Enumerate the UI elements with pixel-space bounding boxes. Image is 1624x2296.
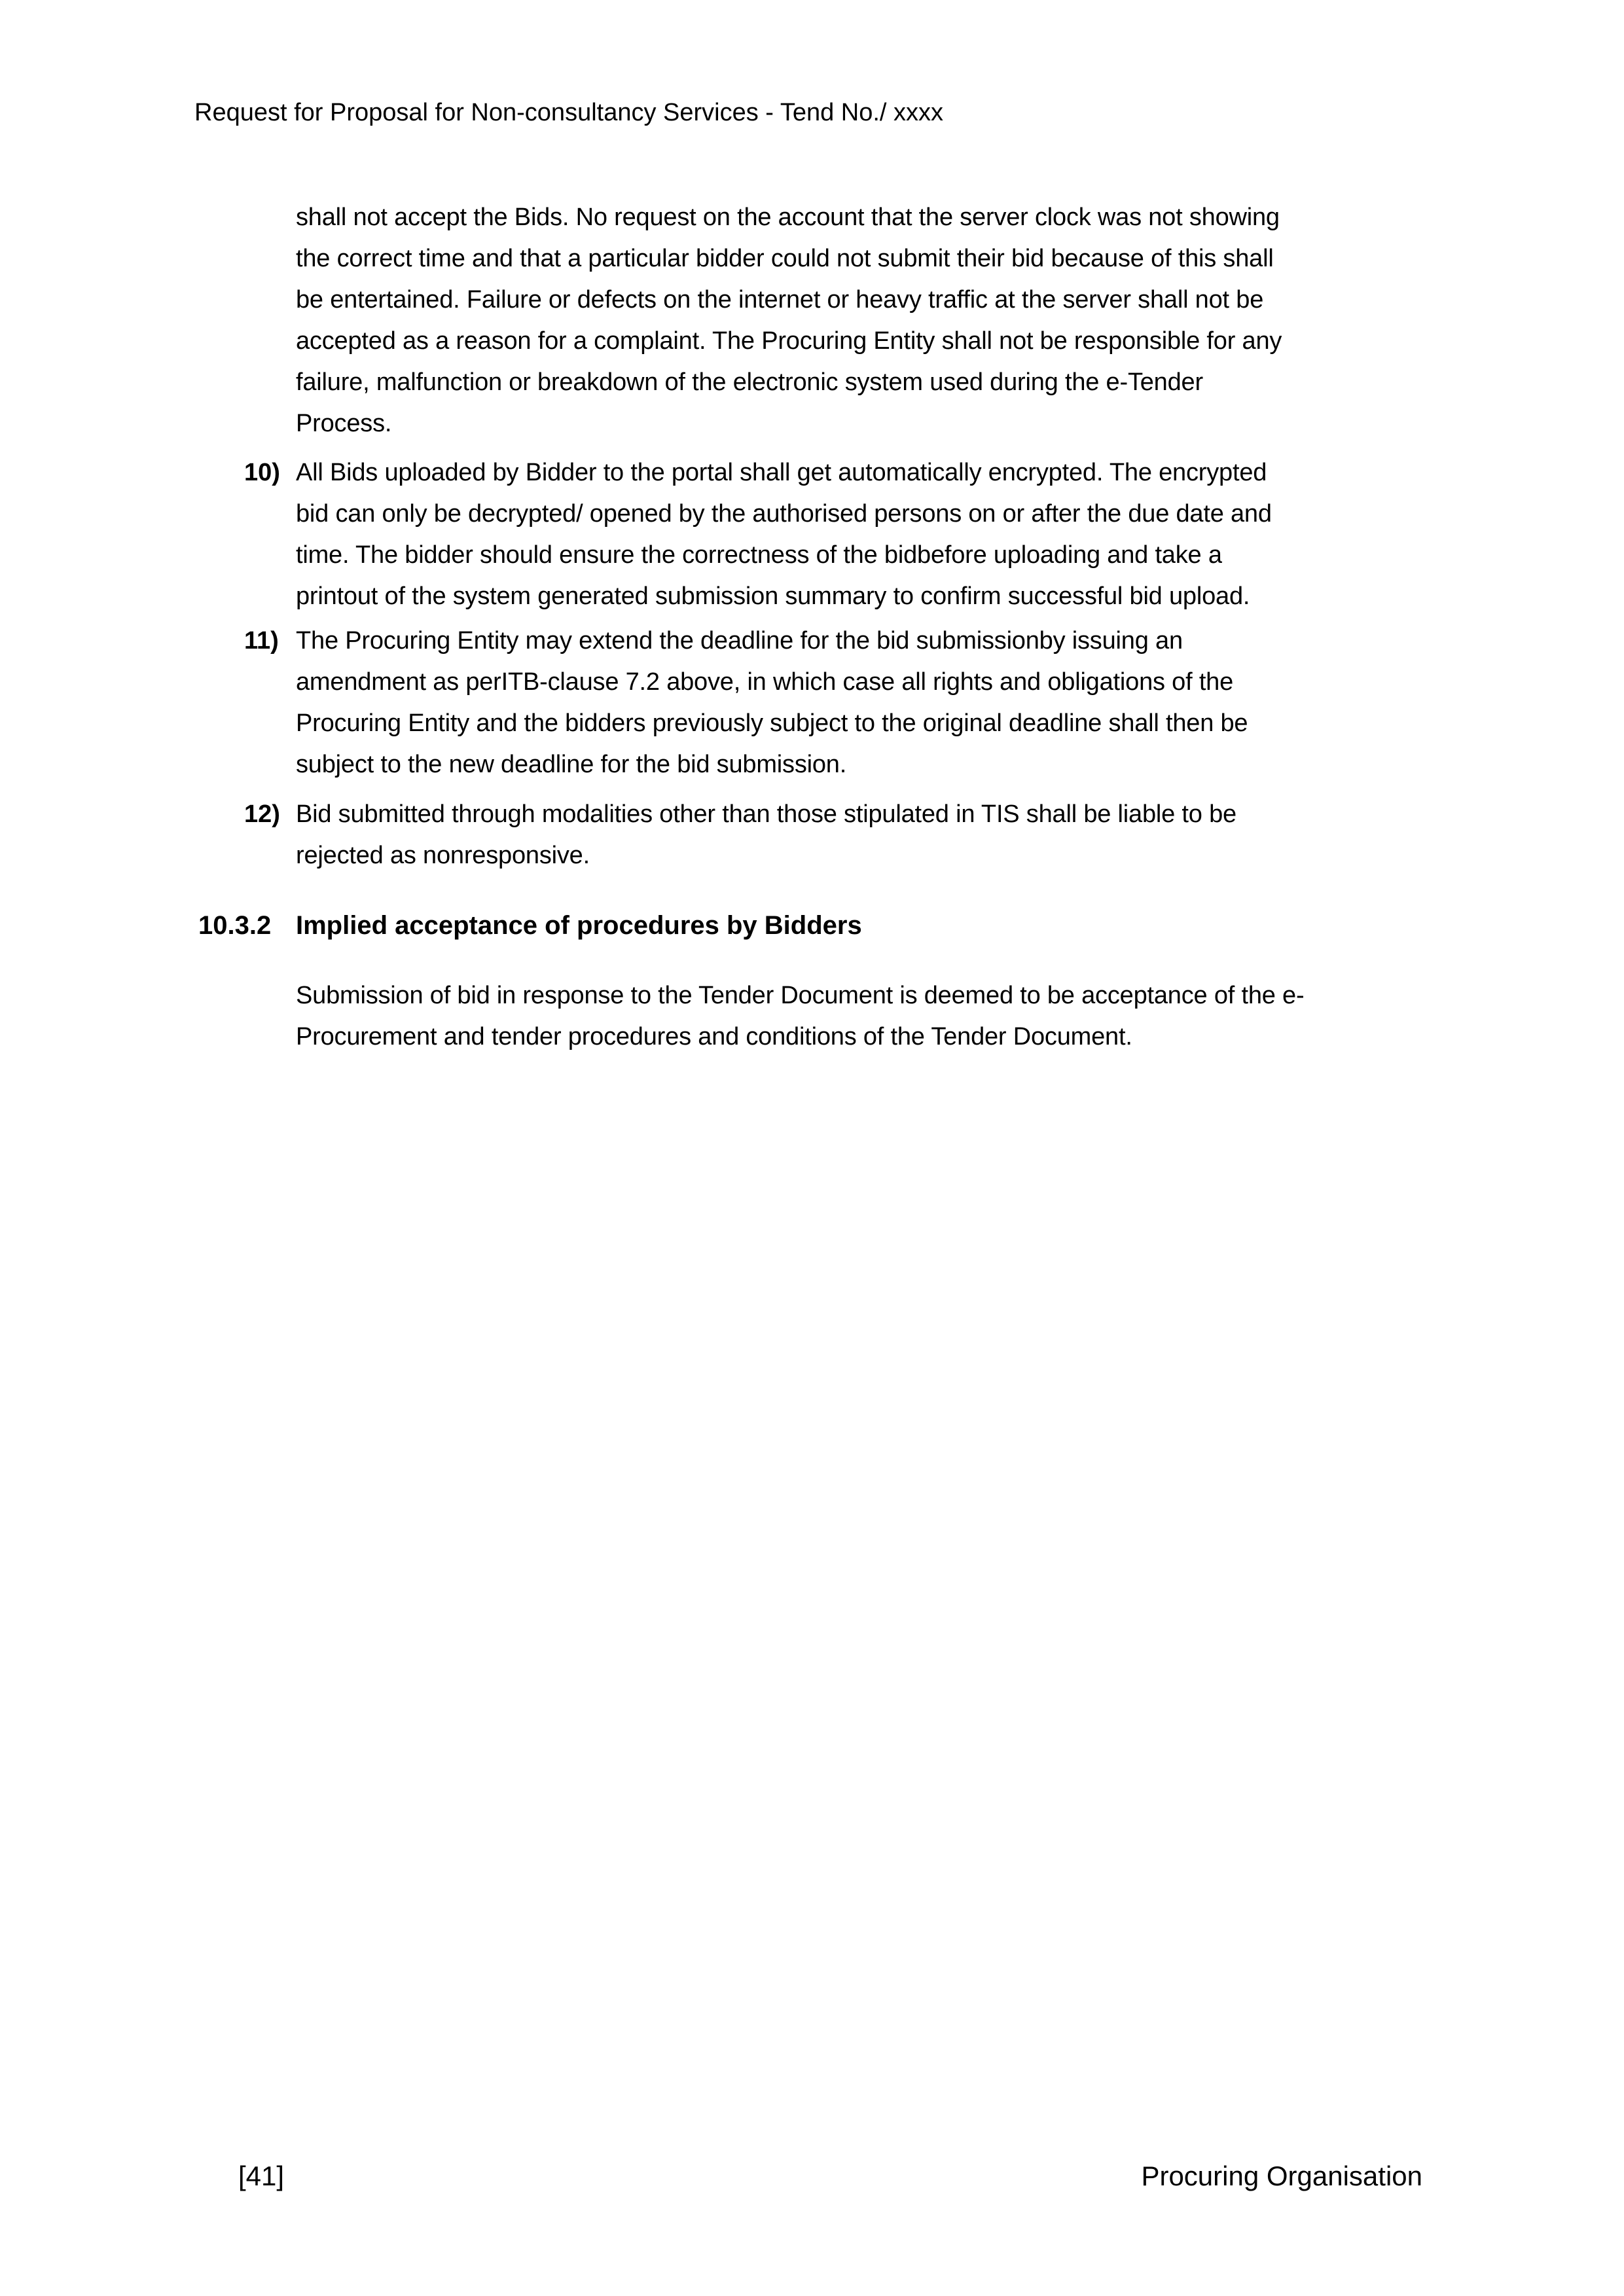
text-line: subject to the new deadline for the bid submission.: [296, 751, 847, 778]
text-line: amendment as perITB-clause 7.2 above, in which case all rights and obligations of the: [296, 668, 1234, 696]
page-header-title: Request for Proposal for Non-consultancy Services - Tend No./ xxxx: [194, 99, 944, 126]
footer-organisation: Procuring Organisation: [1141, 2161, 1422, 2191]
list-item-number: 12): [244, 800, 280, 828]
text-line: the correct time and that a particular bidder could not submit their bid because of this shall: [296, 245, 1274, 272]
text-line: rejected as nonresponsive.: [296, 842, 590, 869]
text-line: time. The bidder should ensure the correctness of the bidbefore uploading and take a: [296, 541, 1222, 569]
page-number: [41]: [238, 2161, 285, 2191]
text-line: be entertained. Failure or defects on the internet or heavy traffic at the server shall not be: [296, 286, 1264, 314]
text-line: shall not accept the Bids. No request on the account that the server clock was not showing: [296, 204, 1280, 231]
text-line: Procurement and tender procedures and conditions of the Tender Document.: [296, 1023, 1132, 1050]
list-item-text: [296, 794, 1236, 876]
text-line: printout of the system generated submission summary to confirm successful bid upload.: [296, 583, 1250, 610]
list-item-text: [296, 452, 1272, 617]
section-title: Implied acceptance of procedures by Bidders: [296, 911, 862, 940]
text-line: All Bids uploaded by Bidder to the portal shall get automatically encrypted. The encrypted: [296, 459, 1267, 486]
text-line: Bid submitted through modalities other than those stipulated in TIS shall be liable to be: [296, 800, 1236, 828]
text-line: Process.: [296, 410, 392, 437]
text-line: Submission of bid in response to the Tender Document is deemed to be acceptance of the e-: [296, 982, 1305, 1009]
text-line: Procuring Entity and the bidders previously subject to the original deadline shall then be: [296, 709, 1248, 737]
list-item-text: [296, 620, 1248, 785]
text-line: bid can only be decrypted/ opened by the authorised persons on or after the due date and: [296, 500, 1272, 528]
text-line: accepted as a reason for a complaint. The Procuring Entity shall not be responsible for any: [296, 327, 1282, 355]
section-number: 10.3.2: [198, 911, 272, 940]
text-line: The Procuring Entity may extend the deadline for the bid submissionby issuing an: [296, 627, 1183, 655]
list-item-number: 10): [244, 459, 280, 486]
continuation-paragraph: [296, 197, 1282, 444]
list-item-number: 11): [244, 627, 279, 655]
closing-paragraph: [296, 975, 1304, 1058]
text-line: failure, malfunction or breakdown of the electronic system used during the e-Tender: [296, 368, 1203, 396]
